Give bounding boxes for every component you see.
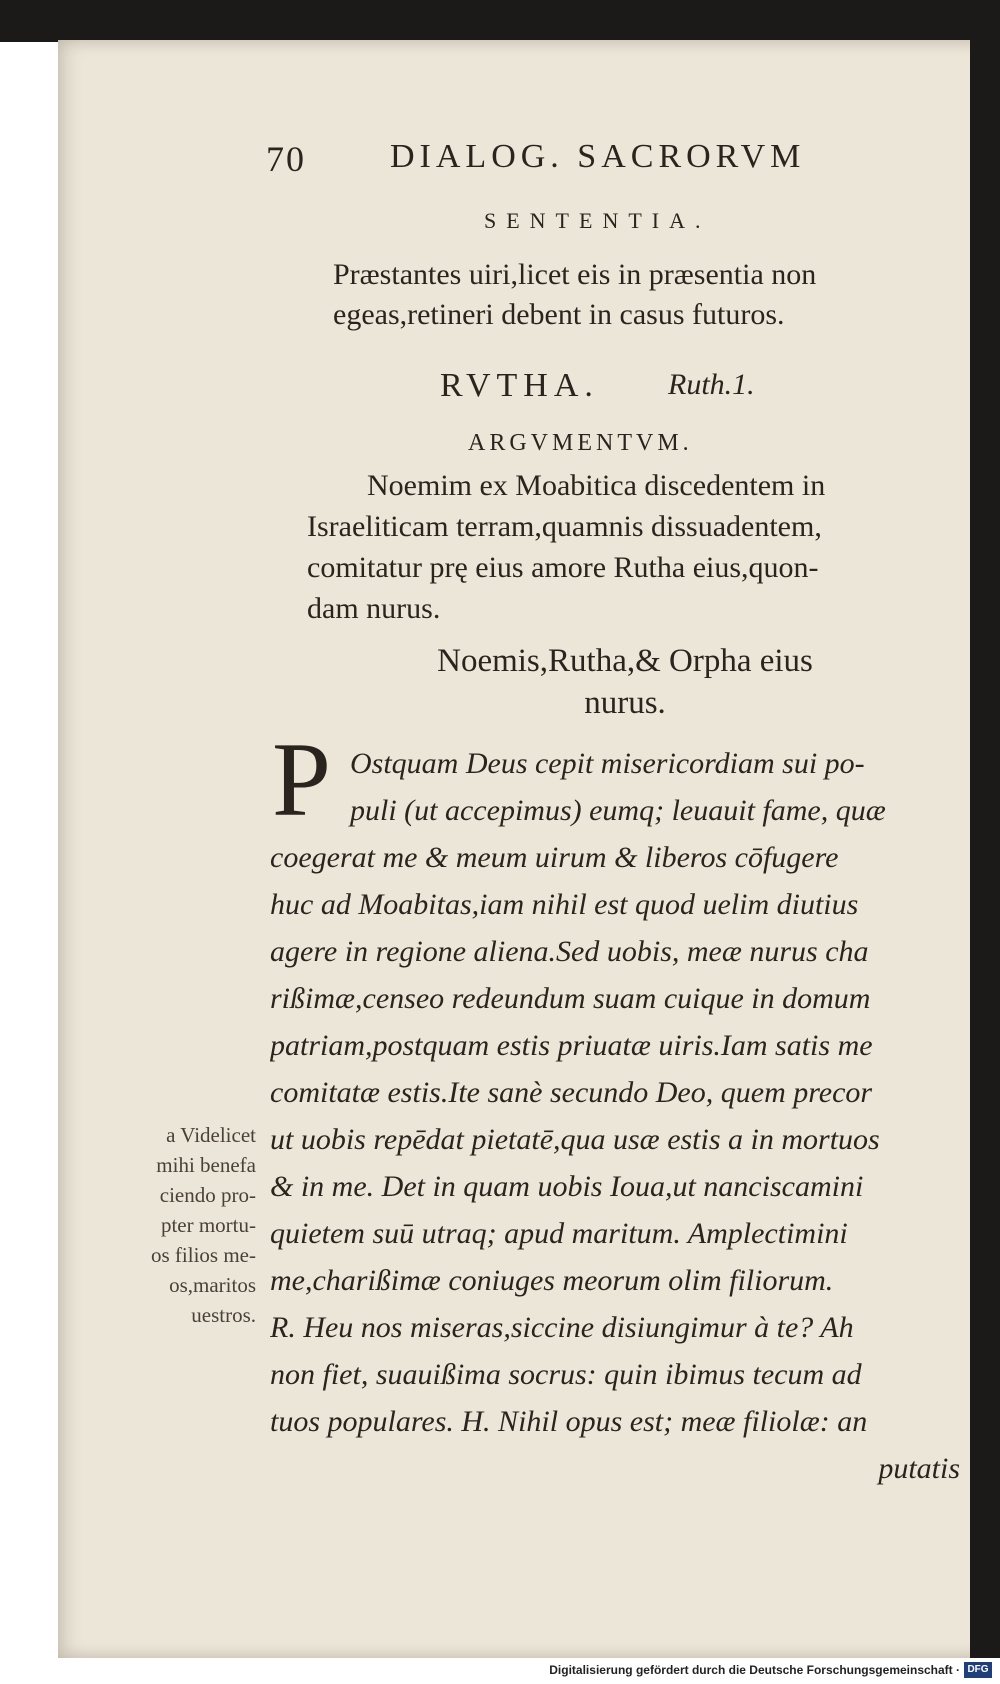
sententia-line: Præstantes uiri,licet eis in præsentia non [333,258,817,291]
body-line: R. Heu nos miseras,siccine disiungimur à te? Ah [270,1311,854,1344]
argumentum-line: Israeliticam terram,quamnis dissuadentem, [307,510,822,543]
note-line: os,maritos [169,1273,256,1297]
note-line: uestros. [191,1303,256,1327]
catchword: putatis [878,1452,960,1485]
argumentum-text [307,465,825,629]
note-line: a Videlicet [166,1123,256,1147]
sententia-text [333,255,816,335]
dialogue-title: Noemis,Rutha,& Orpha eius nurus. [437,643,813,721]
dialogue-body [270,740,970,1492]
running-head: DIALOG. SACRORVM [390,138,806,175]
argumentum-line: dam nurus. [307,592,441,625]
note-line: ciendo pro- [159,1183,256,1207]
character-title: RVTHA. [440,367,599,404]
body-line: puli (ut accepimus) eumq; leuauit fame, quæ [350,794,886,827]
body-line: patriam,postquam estis priuatæ uiris.Iam satis me [270,1029,873,1062]
note-line: pter mortu- [160,1213,256,1237]
scan-background-top [0,0,1000,42]
body-line: ut uobis repēdat pietatē,qua usæ estis a in mortuos [270,1123,880,1156]
argumentum-line: comitatur prę eius amore Rutha eius,quon- [307,551,819,584]
drop-cap: P [272,721,331,838]
scan-background-right [970,0,1000,1684]
body-line: & in me. Det in quam uobis Ioua,ut nanciscamini [270,1170,864,1203]
dfg-logo: DFG [964,1662,992,1678]
footer-bar [0,1658,1000,1684]
body-line: huc ad Moabitas,iam nihil est quod uelim diutius [270,888,859,921]
note-line: mihi benefa [156,1153,256,1177]
body-line: rißimæ,censeo redeundum suam cuique in domum [270,982,871,1015]
argumentum-label: ARGVMENTVM. [468,430,693,456]
note-line: os filios me- [151,1243,256,1267]
body-line: comitatæ estis.Ite sanè secundo Deo, quem precor [270,1076,873,1109]
page-number: 70 [266,139,306,179]
sententia-label: SENTENTIA. [484,208,711,233]
body-line: Ostquam Deus cepit misericordiam sui po- [350,747,865,780]
marginal-note [96,1120,256,1330]
body-line: quietem suū utraq; apud maritum. Amplectimini [270,1217,848,1250]
scripture-reference: Ruth.1. [668,368,755,401]
body-line: coegerat me & meum uirum & liberos cōfugere [270,841,839,874]
body-line: agere in regione aliena.Sed uobis, meæ nurus cha [270,935,869,968]
body-line: non fiet, suauißima socrus: quin ibimus tecum ad [270,1358,862,1391]
body-line: me,charißimæ coniuges meorum olim filiorum. [270,1264,834,1297]
argumentum-line: Noemim ex Moabitica discedentem in [367,469,826,502]
funding-credit: Digitalisierung gefördert durch die Deutsche Forschungsgemeinschaft · [549,1663,960,1677]
sententia-line: egeas,retineri debent in casus futuros. [333,298,785,331]
body-line: tuos populares. H. Nihil opus est; meæ filiolæ: an [270,1405,868,1438]
